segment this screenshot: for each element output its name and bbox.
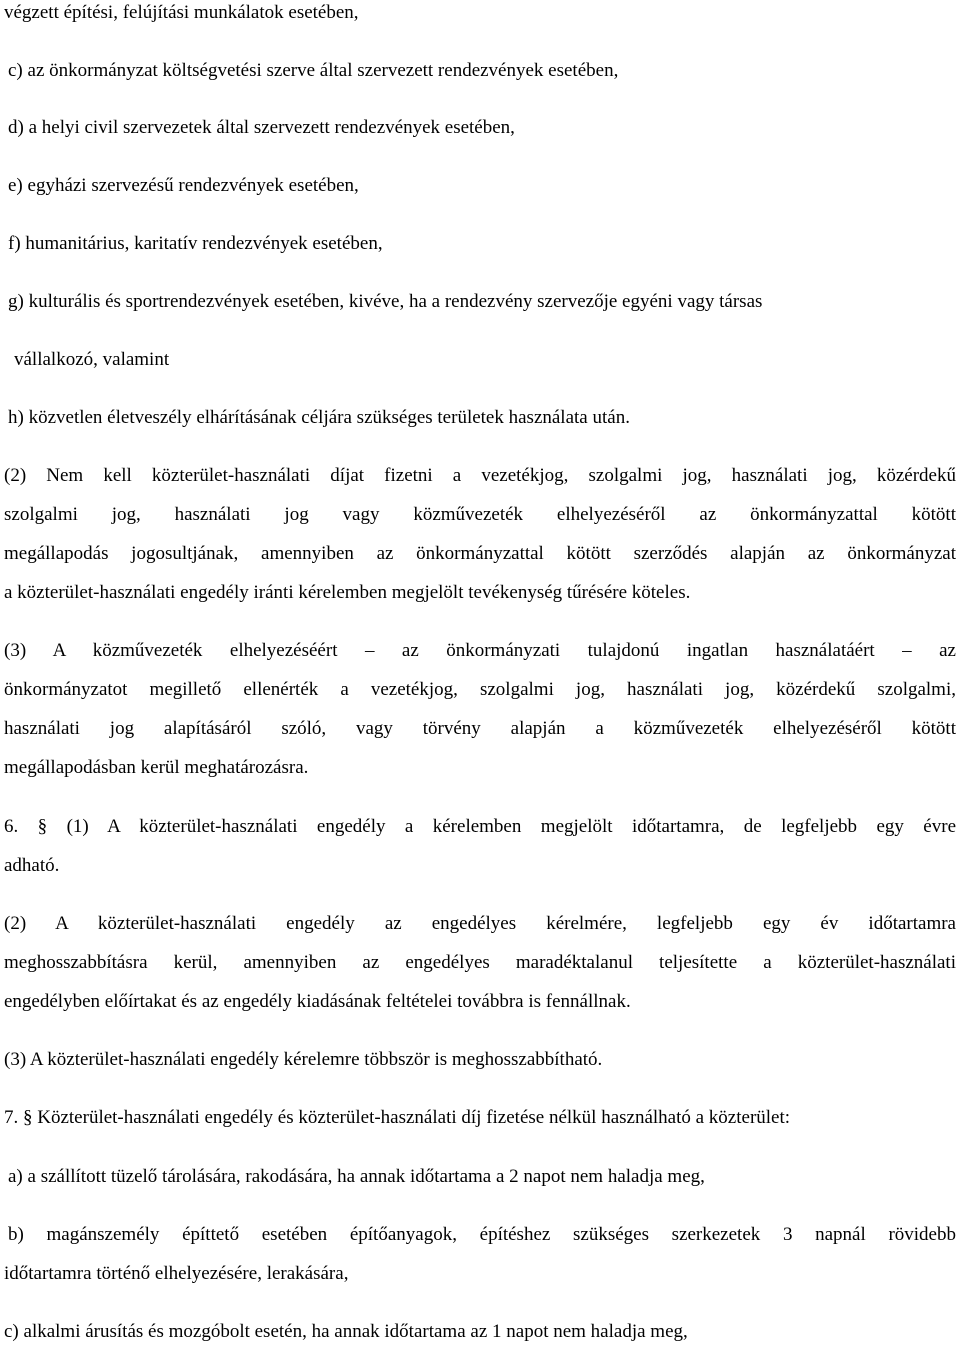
list-item-d: d) a helyi civil szervezetek által szervezett rendezvények esetében, [8,117,515,138]
paragraph-3-line-1: (3) A közművezeték elhelyezéséért – az önkormányzati tulajdonú ingatlan használatáért – az [4,640,956,661]
paragraph-2-line-2: szolgalmi jog, használati jog vagy közművezeték elhelyezéséről az önkormányzattal kötött [4,504,956,525]
paragraph-2-line-4: a közterület-használati engedély iránti kérelemben megjelölt tevékenység tűrésére köteles. [4,582,691,603]
section-6-paragraph-2-line-2: meghosszabbításra kerül, amennyiben az engedélyes maradéktalanul teljesítette a közterület-használati [4,952,956,973]
list-item-g-continuation: vállalkozó, valamint [14,349,170,370]
section-6-line-1: 6. § (1) A közterület-használati engedély a kérelemben megjelölt időtartamra, de legfeljebb egy évre [4,816,956,837]
section-6-paragraph-2-line-1: (2) A közterület-használati engedély az engedélyes kérelmére, legfeljebb egy év időtartamra [4,913,956,934]
section-7-item-a: a) a szállított tüzelő tárolására, rakodására, ha annak időtartama a 2 napot nem haladja meg, [8,1166,705,1187]
section-7-heading: 7. § Közterület-használati engedély és közterület-használati díj fizetése nélkül használható a közterület: [4,1107,791,1128]
text-line: végzett építési, felújítási munkálatok esetében, [4,2,359,23]
paragraph-2-line-1: (2) Nem kell közterület-használati díjat fizetni a vezetékjog, szolgalmi jog, használati jog, közérdekű [4,465,956,486]
list-item-h: h) közvetlen életveszély elhárításának céljára szükséges területek használata után. [8,407,630,428]
paragraph-2-line-3: megállapodás jogosultjának, amennyiben az önkormányzattal kötött szerződés alapján az önkormányzat [4,543,956,564]
section-7-item-b-line-2: időtartamra történő elhelyezésére, lerakására, [4,1263,349,1284]
section-7-item-b-line-1: b) magánszemély építtető esetében építőanyagok, építéshez szükséges szerkezetek 3 napnál rövidebb [8,1224,956,1245]
list-item-e: e) egyházi szervezésű rendezvények esetében, [8,175,359,196]
section-6-line-2: adható. [4,855,60,876]
paragraph-3-line-3: használati jog alapításáról szóló, vagy törvény alapján a közművezeték elhelyezéséről kötött [4,718,956,739]
list-item-f: f) humanitárius, karitatív rendezvények esetében, [8,233,383,254]
paragraph-3-line-4: megállapodásban kerül meghatározásra. [4,757,309,778]
list-item-g: g) kulturális és sportrendezvények esetében, kivéve, ha a rendezvény szervezője egyéni vagy társas [8,291,763,312]
paragraph-3-line-2: önkormányzatot megillető ellenérték a vezetékjog, szolgalmi jog, használati jog, közérdekű szolgalmi, [4,679,956,700]
section-7-item-c: c) alkalmi árusítás és mozgóbolt esetén, ha annak időtartama az 1 napot nem haladja meg, [4,1321,688,1342]
list-item-c: c) az önkormányzat költségvetési szerve által szervezett rendezvények esetében, [8,60,619,81]
section-6-paragraph-2-line-3: engedélyben előírtakat és az engedély kiadásának feltételei továbbra is fennállnak. [4,991,631,1012]
section-6-paragraph-3: (3) A közterület-használati engedély kérelemre többször is meghosszabbítható. [4,1049,603,1070]
